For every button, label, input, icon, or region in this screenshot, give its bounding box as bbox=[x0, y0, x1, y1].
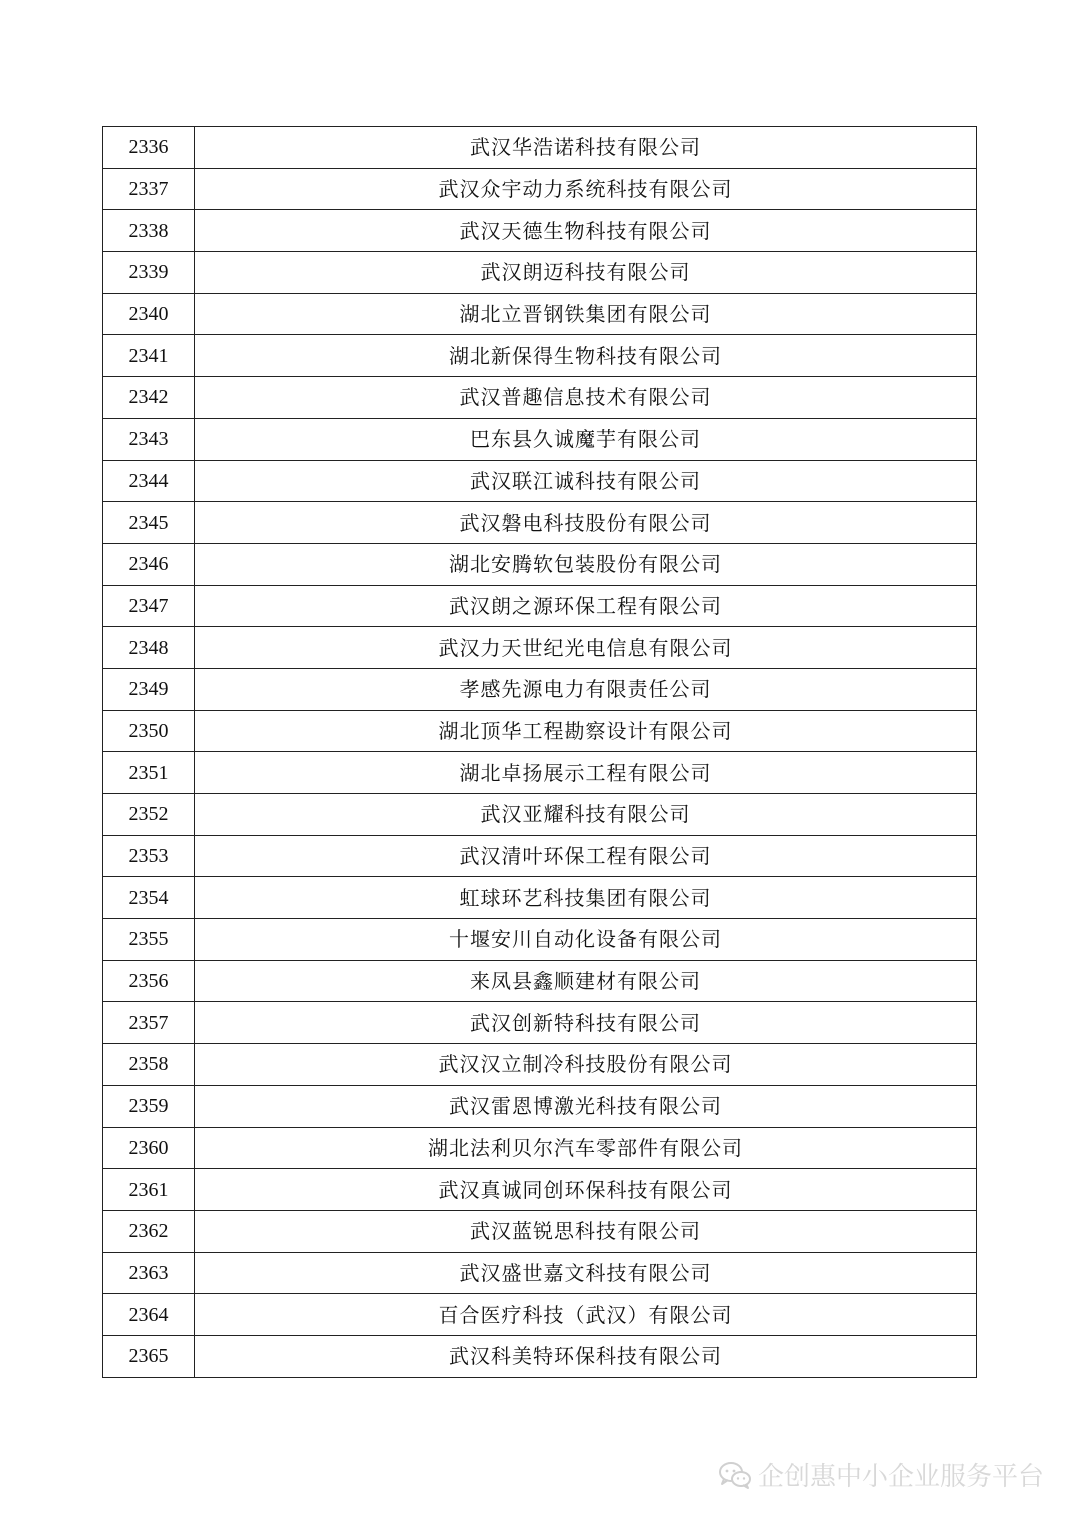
row-number: 2344 bbox=[103, 460, 195, 502]
company-name: 湖北安腾软包装股份有限公司 bbox=[195, 543, 977, 585]
row-number: 2365 bbox=[103, 1335, 195, 1377]
table-row bbox=[103, 960, 977, 1002]
table-row bbox=[103, 168, 977, 210]
company-name: 武汉普趣信息技术有限公司 bbox=[195, 377, 977, 419]
row-number: 2352 bbox=[103, 794, 195, 836]
table-row bbox=[103, 335, 977, 377]
row-number: 2337 bbox=[103, 168, 195, 210]
company-name: 武汉华浩诺科技有限公司 bbox=[195, 127, 977, 169]
table-row bbox=[103, 1127, 977, 1169]
company-name: 武汉磐电科技股份有限公司 bbox=[195, 502, 977, 544]
row-number: 2355 bbox=[103, 919, 195, 961]
row-number: 2336 bbox=[103, 127, 195, 169]
company-name: 十堰安川自动化设备有限公司 bbox=[195, 919, 977, 961]
table-row bbox=[103, 502, 977, 544]
company-name: 武汉雷恩博激光科技有限公司 bbox=[195, 1085, 977, 1127]
company-name: 来凤县鑫顺建材有限公司 bbox=[195, 960, 977, 1002]
company-table bbox=[102, 126, 977, 1378]
row-number: 2348 bbox=[103, 627, 195, 669]
row-number: 2357 bbox=[103, 1002, 195, 1044]
company-name: 巴东县久诚魔芋有限公司 bbox=[195, 418, 977, 460]
table-row bbox=[103, 668, 977, 710]
table-row bbox=[103, 835, 977, 877]
table-row bbox=[103, 252, 977, 294]
table-row bbox=[103, 627, 977, 669]
table-row bbox=[103, 877, 977, 919]
table-row bbox=[103, 418, 977, 460]
table-row bbox=[103, 1335, 977, 1377]
row-number: 2351 bbox=[103, 752, 195, 794]
table-row bbox=[103, 460, 977, 502]
company-name: 百合医疗科技（武汉）有限公司 bbox=[195, 1294, 977, 1336]
row-number: 2349 bbox=[103, 668, 195, 710]
table-row bbox=[103, 293, 977, 335]
table-row bbox=[103, 752, 977, 794]
company-name: 武汉亚耀科技有限公司 bbox=[195, 794, 977, 836]
row-number: 2347 bbox=[103, 585, 195, 627]
row-number: 2363 bbox=[103, 1252, 195, 1294]
company-name: 武汉蓝锐思科技有限公司 bbox=[195, 1210, 977, 1252]
company-name: 武汉汉立制冷科技股份有限公司 bbox=[195, 1044, 977, 1086]
company-name: 武汉朗迈科技有限公司 bbox=[195, 252, 977, 294]
table-row bbox=[103, 1044, 977, 1086]
table-row bbox=[103, 919, 977, 961]
row-number: 2346 bbox=[103, 543, 195, 585]
company-name: 武汉创新特科技有限公司 bbox=[195, 1002, 977, 1044]
table-row bbox=[103, 794, 977, 836]
row-number: 2358 bbox=[103, 1044, 195, 1086]
row-number: 2340 bbox=[103, 293, 195, 335]
row-number: 2361 bbox=[103, 1169, 195, 1211]
company-name: 湖北顶华工程勘察设计有限公司 bbox=[195, 710, 977, 752]
row-number: 2341 bbox=[103, 335, 195, 377]
table-row bbox=[103, 710, 977, 752]
table-row bbox=[103, 377, 977, 419]
company-name: 湖北卓扬展示工程有限公司 bbox=[195, 752, 977, 794]
table-row bbox=[103, 1294, 977, 1336]
company-name: 武汉天德生物科技有限公司 bbox=[195, 210, 977, 252]
row-number: 2356 bbox=[103, 960, 195, 1002]
row-number: 2362 bbox=[103, 1210, 195, 1252]
company-name: 湖北新保得生物科技有限公司 bbox=[195, 335, 977, 377]
table-row bbox=[103, 127, 977, 169]
table-row bbox=[103, 1085, 977, 1127]
row-number: 2343 bbox=[103, 418, 195, 460]
row-number: 2338 bbox=[103, 210, 195, 252]
table-row bbox=[103, 210, 977, 252]
company-name: 武汉真诚同创环保科技有限公司 bbox=[195, 1169, 977, 1211]
company-name: 湖北法利贝尔汽车零部件有限公司 bbox=[195, 1127, 977, 1169]
table-body bbox=[103, 127, 977, 1378]
company-name: 武汉联江诚科技有限公司 bbox=[195, 460, 977, 502]
row-number: 2359 bbox=[103, 1085, 195, 1127]
company-name: 武汉力天世纪光电信息有限公司 bbox=[195, 627, 977, 669]
row-number: 2339 bbox=[103, 252, 195, 294]
company-name: 孝感先源电力有限责任公司 bbox=[195, 668, 977, 710]
row-number: 2364 bbox=[103, 1294, 195, 1336]
row-number: 2360 bbox=[103, 1127, 195, 1169]
table-row bbox=[103, 1002, 977, 1044]
row-number: 2354 bbox=[103, 877, 195, 919]
table-row bbox=[103, 585, 977, 627]
table-row bbox=[103, 1169, 977, 1211]
table-row bbox=[103, 543, 977, 585]
table-row bbox=[103, 1252, 977, 1294]
company-name: 武汉朗之源环保工程有限公司 bbox=[195, 585, 977, 627]
company-name: 武汉科美特环保科技有限公司 bbox=[195, 1335, 977, 1377]
company-name: 武汉盛世嘉文科技有限公司 bbox=[195, 1252, 977, 1294]
table-row bbox=[103, 1210, 977, 1252]
row-number: 2342 bbox=[103, 377, 195, 419]
row-number: 2350 bbox=[103, 710, 195, 752]
company-name: 虹球环艺科技集团有限公司 bbox=[195, 877, 977, 919]
company-name: 武汉清叶环保工程有限公司 bbox=[195, 835, 977, 877]
wechat-icon bbox=[718, 1460, 752, 1490]
company-name: 武汉众宇动力系统科技有限公司 bbox=[195, 168, 977, 210]
row-number: 2345 bbox=[103, 502, 195, 544]
company-name: 湖北立晋钢铁集团有限公司 bbox=[195, 293, 977, 335]
row-number: 2353 bbox=[103, 835, 195, 877]
watermark-text: 企创惠中小企业服务平台 bbox=[757, 1462, 1044, 1492]
watermark bbox=[718, 1456, 1044, 1493]
